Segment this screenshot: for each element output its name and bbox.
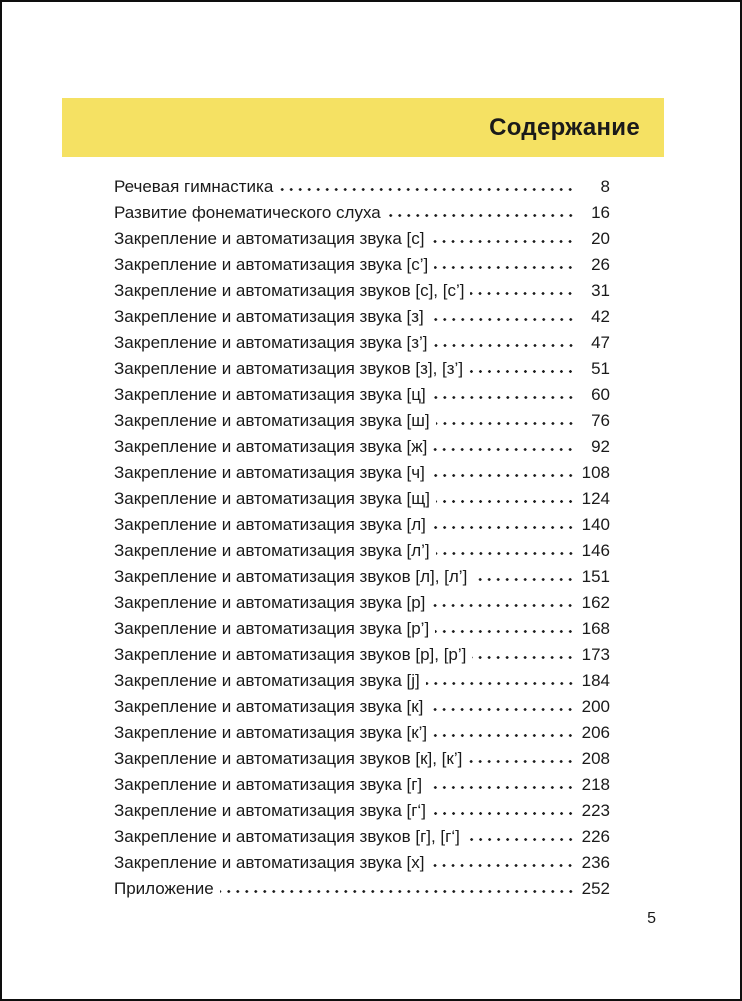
toc-entry (114, 382, 610, 408)
toc-entry-label: Закрепление и автоматизация звука [л’] (114, 541, 430, 560)
toc-entry-label: Закрепление и автоматизация звука [х] (114, 853, 425, 872)
toc-entry (114, 200, 610, 226)
toc-entry (114, 486, 610, 512)
toc-entry (114, 278, 610, 304)
toc-entry-label: Закрепление и автоматизация звука [р] (114, 593, 426, 612)
toc-entry-label: Развитие фонематического слуха (114, 203, 381, 222)
toc-entry (114, 616, 610, 642)
dot-leader (433, 447, 575, 452)
toc-entry-page: 146 (581, 541, 610, 560)
dot-leader (430, 317, 575, 322)
dot-leader (435, 629, 575, 634)
dot-leader (434, 343, 575, 348)
toc-entry-label: Закрепление и автоматизация звука [з] (114, 307, 424, 326)
toc-entry-page: 108 (581, 463, 610, 482)
toc-entry (114, 694, 610, 720)
toc-entry-label: Закрепление и автоматизация звука [с’] (114, 255, 429, 274)
dot-leader (220, 889, 575, 894)
dot-leader (469, 369, 575, 374)
dot-leader (431, 603, 575, 608)
toc-entry (114, 460, 610, 486)
toc-entry (114, 668, 610, 694)
toc-entry-label: Закрепление и автоматизация звука [л] (114, 515, 426, 534)
toc-entry (114, 330, 610, 356)
dot-leader (432, 811, 575, 816)
toc-entry (114, 512, 610, 538)
toc-entry-page: 162 (581, 593, 610, 612)
toc-entry-label: Закрепление и автоматизация звука [j] (114, 671, 420, 690)
dot-leader (426, 681, 575, 686)
toc-entry (114, 434, 610, 460)
toc-entry-page: 226 (581, 827, 610, 846)
toc-entry-page: 76 (591, 411, 610, 430)
toc-entry (114, 772, 610, 798)
toc-entry-page: 208 (581, 749, 610, 768)
toc-entry-page: 140 (581, 515, 610, 534)
toc-entry (114, 876, 610, 902)
toc-entry-label: Закрепление и автоматизация звука [щ] (114, 489, 430, 508)
dot-leader (473, 577, 575, 582)
toc-entry-page: 20 (591, 229, 610, 248)
dot-leader (430, 863, 575, 868)
toc-entry-page: 26 (591, 255, 610, 274)
toc-entry-label: Закрепление и автоматизация звука [г] (114, 775, 423, 794)
toc-entry (114, 824, 610, 850)
dot-leader (279, 187, 575, 192)
toc-entry-page: 31 (591, 281, 610, 300)
toc-entry-label: Закрепление и автоматизация звука [к’] (114, 723, 428, 742)
dot-leader (432, 395, 575, 400)
toc-entry (114, 590, 610, 616)
toc-entry-label: Закрепление и автоматизация звуков [р], [р’] (114, 645, 467, 664)
toc-entry-page: 236 (581, 853, 610, 872)
toc-entry-page: 92 (591, 437, 610, 456)
toc-entry-label: Закрепление и автоматизация звуков [л], [л’] (114, 567, 468, 586)
toc-entry-label: Приложение (114, 879, 214, 898)
toc-entry-page: 51 (591, 359, 610, 378)
toc-entry (114, 798, 610, 824)
toc-entry (114, 408, 610, 434)
toc-entry-label: Закрепление и автоматизация звука [р’] (114, 619, 430, 638)
toc-entry-label: Закрепление и автоматизация звука [з’] (114, 333, 428, 352)
dot-leader (436, 499, 575, 504)
dot-leader (431, 473, 575, 478)
toc-entry-page: 252 (581, 879, 610, 898)
dot-leader (468, 759, 575, 764)
dot-leader (429, 707, 575, 712)
toc-entry (114, 850, 610, 876)
dot-leader (387, 213, 575, 218)
toc-entry-page: 200 (581, 697, 610, 716)
toc-entry-label: Закрепление и автоматизация звуков [з], [з’] (114, 359, 464, 378)
toc-entry (114, 720, 610, 746)
dot-leader (470, 291, 575, 296)
toc-entry (114, 538, 610, 564)
dot-leader (433, 733, 575, 738)
toc-entry-label: Закрепление и автоматизация звука [г‘] (114, 801, 426, 820)
toc-entry-page: 173 (581, 645, 610, 664)
toc-entry-page: 60 (591, 385, 610, 404)
toc-entry-page: 42 (591, 307, 610, 326)
toc-entry-label: Закрепление и автоматизация звука [ш] (114, 411, 430, 430)
header-band (62, 98, 664, 157)
toc-entry-page: 184 (581, 671, 610, 690)
dot-leader (466, 837, 575, 842)
toc-entry-label: Закрепление и автоматизация звуков [г], [г‘] (114, 827, 460, 846)
toc-entry-page: 8 (600, 177, 610, 196)
dot-leader (428, 785, 575, 790)
toc-entry-page: 218 (581, 775, 610, 794)
toc-entry-page: 151 (581, 567, 610, 586)
dot-leader (436, 551, 575, 556)
toc-entry-label: Закрепление и автоматизация звуков [с], [с’] (114, 281, 465, 300)
toc-entry (114, 564, 610, 590)
dot-leader (434, 265, 575, 270)
toc-entry-page: 168 (581, 619, 610, 638)
toc-entry-label: Закрепление и автоматизация звука [ж] (114, 437, 428, 456)
dot-leader (430, 239, 575, 244)
toc-entry (114, 226, 610, 252)
toc-entry-label: Речевая гимнастика (114, 177, 274, 196)
toc-entry-page: 124 (581, 489, 610, 508)
page-number: 5 (647, 910, 656, 927)
toc-entry-label: Закрепление и автоматизация звука [ц] (114, 385, 426, 404)
toc-entry-label: Закрепление и автоматизация звука [к] (114, 697, 424, 716)
toc-entry-page: 16 (591, 203, 610, 222)
toc-entry (114, 642, 610, 668)
toc-entry-page: 223 (581, 801, 610, 820)
toc-entry-page: 47 (591, 333, 610, 352)
toc-entry-label: Закрепление и автоматизация звука [с] (114, 229, 425, 248)
page-title: Содержание (489, 113, 640, 141)
dot-leader (472, 655, 575, 660)
dot-leader (432, 525, 575, 530)
toc-entry-label: Закрепление и автоматизация звуков [к], [к’] (114, 749, 463, 768)
toc-entry (114, 356, 610, 382)
toc-entry-page: 206 (581, 723, 610, 742)
toc-entry (114, 174, 610, 200)
dot-leader (436, 421, 575, 426)
toc-entry (114, 304, 610, 330)
toc-entry (114, 252, 610, 278)
toc-entry (114, 746, 610, 772)
toc-entry-label: Закрепление и автоматизация звука [ч] (114, 463, 425, 482)
toc-list (114, 174, 610, 902)
